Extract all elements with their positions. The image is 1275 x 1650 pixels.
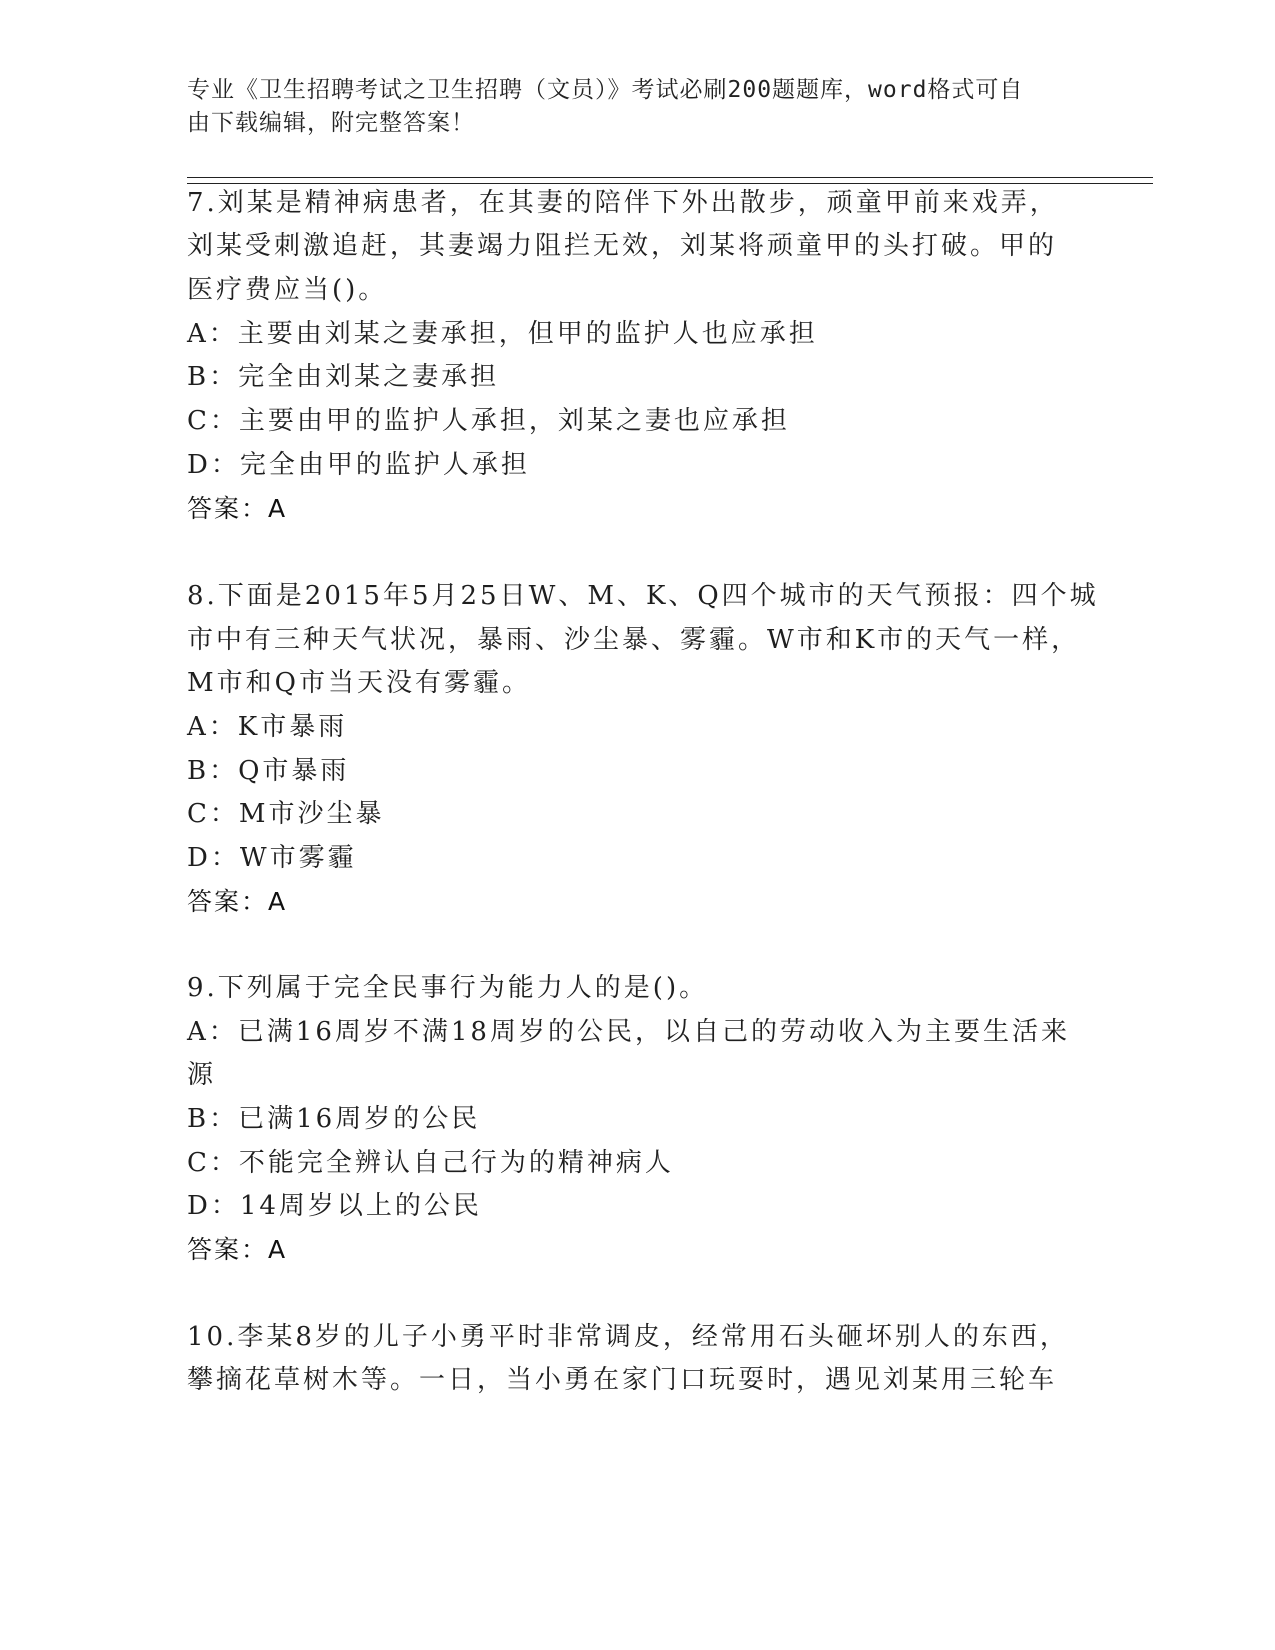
question-8-stem-line-2: 市中有三种天气状况，暴雨、沙尘暴、雾霾。W市和K市的天气一样， (187, 625, 1081, 655)
question-8-option-d: D：W市雾霾 (187, 843, 357, 873)
question-8-option-a: A：K市暴雨 (187, 712, 348, 742)
question-10-stem-line-1: 10.李某8岁的儿子小勇平时非常调皮，经常用石头砸坏别人的东西， (187, 1322, 1069, 1352)
question-7-stem-line-2: 刘某受刺激追赶，其妻竭力阻拦无效，刘某将顽童甲的头打破。甲的 (187, 231, 1058, 261)
question-9-option-c: C：不能完全辨认自己行为的精神病人 (187, 1148, 674, 1178)
question-9-option-b: B：已满16周岁的公民 (187, 1104, 481, 1134)
question-8-option-c: C：M市沙尘暴 (187, 799, 385, 829)
question-7-stem-line-3: 医疗费应当()。 (187, 275, 388, 305)
question-8-answer: 答案：A (187, 887, 288, 916)
document-header (187, 74, 1067, 140)
question-9-stem-line-1: 9.下列属于完全民事行为能力人的是()。 (187, 973, 709, 1003)
question-7-option-a: A：主要由刘某之妻承担，但甲的监护人也应承担 (187, 319, 818, 349)
header-divider-bottom (187, 183, 1153, 184)
question-7-answer: 答案：A (187, 494, 288, 523)
question-9-answer: 答案：A (187, 1235, 288, 1264)
question-7-option-d: D：完全由甲的监护人承担 (187, 450, 530, 480)
header-line-1: 专业《卫生招聘考试之卫生招聘（文员）》考试必刷200题题库，word格式可自 (187, 77, 1024, 103)
question-8-stem-line-1: 8.下面是2015年5月25日W、M、K、Q四个城市的天气预报：四个城 (187, 581, 1099, 611)
question-7-stem-line-1: 7.刘某是精神病患者，在其妻的陪伴下外出散步，顽童甲前来戏弄， (187, 188, 1059, 218)
header-divider-top (187, 177, 1153, 178)
question-9-option-a-line-2: 源 (187, 1060, 217, 1090)
question-8-option-b: B：Q市暴雨 (187, 756, 350, 786)
question-7-option-c: C：主要由甲的监护人承担，刘某之妻也应承担 (187, 406, 790, 436)
question-8-stem-line-3: M市和Q市当天没有雾霾。 (187, 668, 531, 698)
question-10-stem-line-2: 攀摘花草树木等。一日，当小勇在家门口玩耍时，遇见刘某用三轮车 (187, 1365, 1058, 1395)
header-line-2: 由下载编辑，附完整答案！ (187, 110, 475, 136)
question-9-option-a-line-1: A：已满16周岁不满18周岁的公民，以自己的劳动收入为主要生活来 (187, 1017, 1070, 1047)
question-9-option-d: D：14周岁以上的公民 (187, 1191, 482, 1221)
question-7-option-b: B：完全由刘某之妻承担 (187, 362, 500, 392)
